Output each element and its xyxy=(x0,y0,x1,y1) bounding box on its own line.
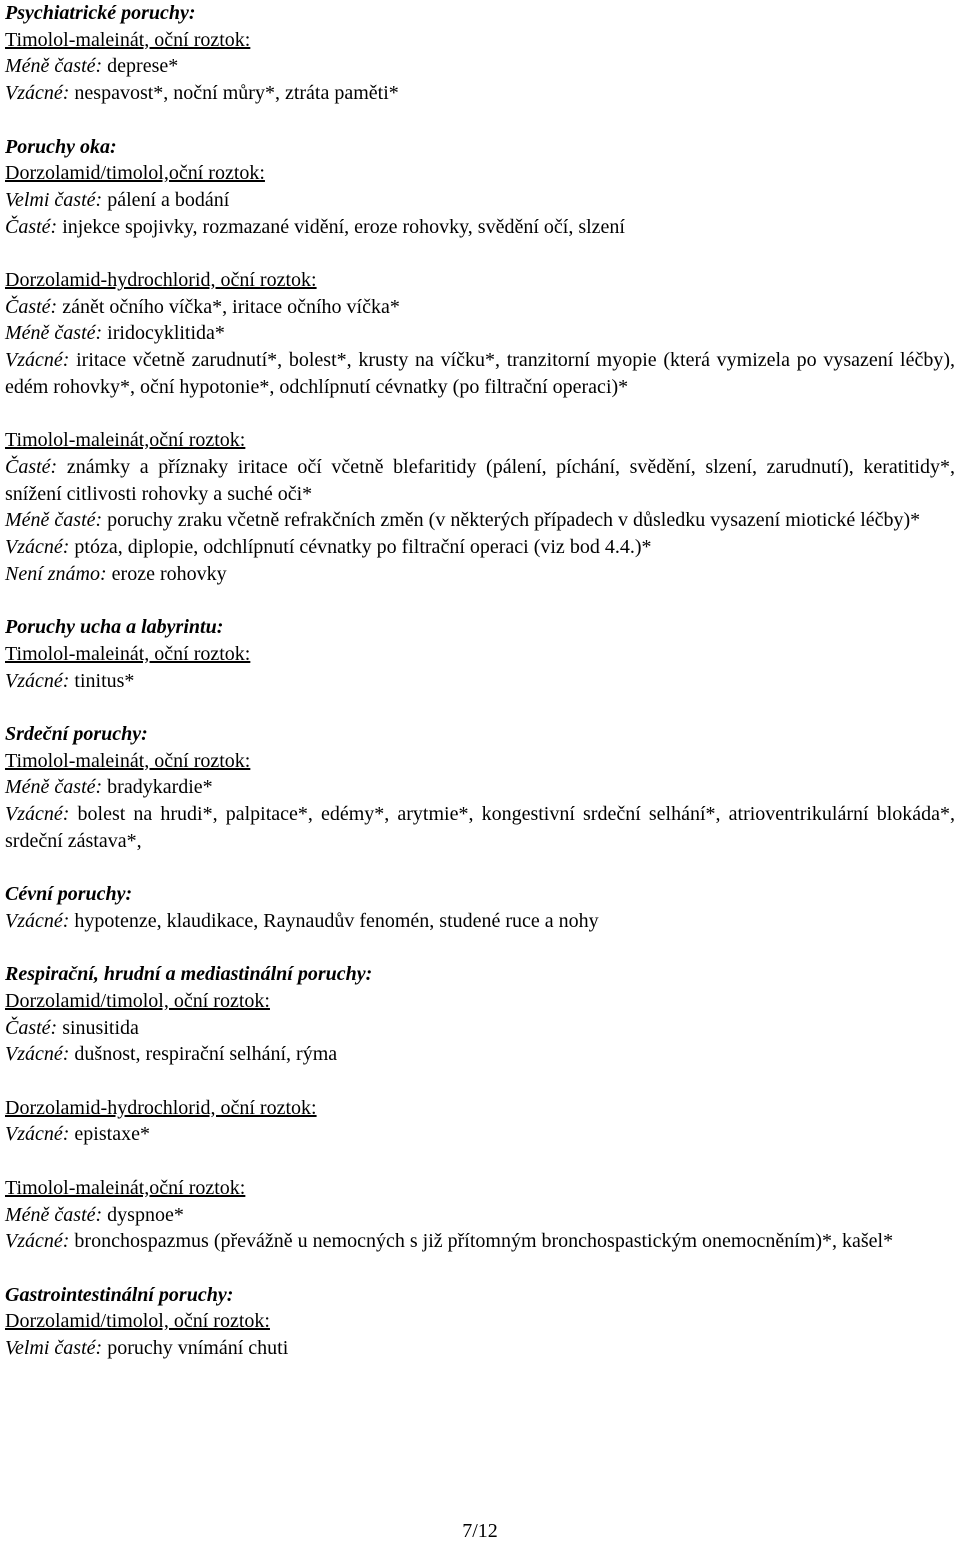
drug-heading: Dorzolamid-hydrochlorid, oční roztok: xyxy=(5,1096,317,1119)
effect-text: poruchy zraku včetně refrakčních změn (v některých případech v důsledku vysazení miotické léčby)* xyxy=(102,509,921,532)
drug-heading: Dorzolamid/timolol,oční roztok: xyxy=(5,162,265,185)
frequency-label: Velmi časté: xyxy=(5,1337,103,1359)
drug-heading: Timolol-maleinát,oční roztok: xyxy=(5,429,246,452)
effect-text: injekce spojivky, rozmazané vidění, eroze rohovky, svědění očí, slzení xyxy=(57,215,625,238)
adverse-effect-entry xyxy=(5,534,955,561)
frequency-label: Vzácné: xyxy=(5,803,70,826)
section-title: Psychiatrické poruchy: xyxy=(5,2,196,24)
frequency-label: Vzácné: xyxy=(5,349,70,372)
effect-text: epistaxe* xyxy=(69,1123,150,1146)
effect-text: poruchy vnímání chuti xyxy=(102,1337,289,1359)
drug-heading: Timolol-maleinát,oční roztok: xyxy=(5,1176,246,1199)
page-number: 7/12 xyxy=(462,1520,498,1542)
spacer xyxy=(5,107,955,134)
frequency-label: Vzácné: xyxy=(5,1230,70,1253)
drug-heading-line xyxy=(5,641,955,668)
frequency-label: Vzácné: xyxy=(5,82,70,105)
adverse-effect-entry xyxy=(5,320,955,347)
drug-heading-line xyxy=(5,1175,955,1202)
adverse-effect-entry xyxy=(5,187,955,214)
drug-heading-line xyxy=(5,988,955,1015)
effect-text: iritace včetně zarudnutí*, bolest*, krusty na víčku*, tranzitorní myopie (která vymizela po vysazení léčby), edém rohovky*, oční hypotonie*, odchlípnutí cévnatky (po filtrační operaci)* xyxy=(5,349,955,398)
drug-heading-line xyxy=(5,27,955,54)
adverse-effect-entry xyxy=(5,774,955,801)
frequency-label: Méně časté: xyxy=(5,55,103,78)
frequency-label: Méně časté: xyxy=(5,322,103,345)
section-title: Respirační, hrudní a mediastinální poruchy: xyxy=(5,963,373,986)
adverse-effect-entry xyxy=(5,347,955,400)
adverse-effect-entry xyxy=(5,1121,955,1148)
effect-text: deprese* xyxy=(102,55,179,78)
adverse-effect-entry xyxy=(5,294,955,321)
spacer xyxy=(5,240,955,267)
adverse-effect-entry xyxy=(5,561,955,588)
drug-heading-line xyxy=(5,748,955,775)
effect-text: bolest na hrudi*, palpitace*, edémy*, arytmie*, kongestivní srdeční selhání*, atrioventrikulární blokáda*, srdeční zástava*, xyxy=(5,803,955,852)
adverse-effect-entry xyxy=(5,1015,955,1042)
effect-text: tinitus* xyxy=(69,669,135,692)
frequency-label: Vzácné: xyxy=(5,1123,70,1146)
drug-heading: Dorzolamid/timolol, oční roztok: xyxy=(5,989,270,1012)
adverse-effect-entry xyxy=(5,801,955,854)
adverse-effect-entry xyxy=(5,668,955,695)
frequency-label: Méně časté: xyxy=(5,776,103,799)
document-body xyxy=(5,0,955,1362)
section-title: Gastrointestinální poruchy: xyxy=(5,1283,234,1306)
drug-heading-line xyxy=(5,1308,955,1335)
frequency-label: Méně časté: xyxy=(5,509,103,532)
effect-text: bradykardie* xyxy=(102,776,213,799)
frequency-label: Vzácné: xyxy=(5,909,70,932)
effect-text: dyspnoe* xyxy=(102,1203,184,1226)
drug-heading: Dorzolamid/timolol, oční roztok: xyxy=(5,1310,270,1333)
spacer xyxy=(5,694,955,721)
adverse-effect-entry xyxy=(5,80,955,107)
frequency-label: Není známo: xyxy=(5,562,107,585)
frequency-label: Časté: xyxy=(5,1016,58,1039)
frequency-label: Časté: xyxy=(5,455,58,478)
drug-heading-line xyxy=(5,160,955,187)
spacer xyxy=(5,935,955,962)
section-title: Poruchy oka: xyxy=(5,135,117,158)
effect-text: zánět očního víčka*, iritace očního víčka* xyxy=(57,295,400,318)
spacer xyxy=(5,587,955,614)
adverse-effect-entry xyxy=(5,908,955,935)
drug-heading-line xyxy=(5,427,955,454)
spacer xyxy=(5,1068,955,1095)
drug-heading-line xyxy=(5,267,955,294)
section-title: Cévní poruchy: xyxy=(5,883,133,906)
adverse-effect-entry xyxy=(5,53,955,80)
effect-text: bronchospazmus (převážně u nemocných s již přítomným bronchospastickým onemocněním)*, kašel* xyxy=(69,1230,894,1253)
frequency-label: Velmi časté: xyxy=(5,188,103,211)
section-title: Poruchy ucha a labyrintu: xyxy=(5,616,224,639)
drug-heading: Timolol-maleinát, oční roztok: xyxy=(5,28,251,51)
adverse-effect-entry xyxy=(5,454,955,507)
adverse-effect-entry xyxy=(5,214,955,241)
effect-text: dušnost, respirační selhání, rýma xyxy=(69,1043,338,1066)
effect-text: sinusitida xyxy=(57,1016,139,1039)
section-title: Srdeční poruchy: xyxy=(5,722,148,745)
spacer xyxy=(5,1255,955,1282)
frequency-label: Vzácné: xyxy=(5,536,70,559)
drug-heading-line xyxy=(5,1095,955,1122)
adverse-effect-entry xyxy=(5,1041,955,1068)
effect-text: hypotenze, klaudikace, Raynaudův fenomén, studené ruce a nohy xyxy=(69,909,599,932)
spacer xyxy=(5,854,955,881)
effect-text: iridocyklitida* xyxy=(102,322,225,345)
effect-text: ptóza, diplopie, odchlípnutí cévnatky po filtrační operaci (viz bod 4.4.)* xyxy=(69,536,652,559)
spacer xyxy=(5,1148,955,1175)
adverse-effect-entry xyxy=(5,507,955,534)
frequency-label: Vzácné: xyxy=(5,669,70,692)
frequency-label: Vzácné: xyxy=(5,1043,70,1066)
adverse-effect-entry xyxy=(5,1228,955,1255)
frequency-label: Časté: xyxy=(5,295,58,318)
frequency-label: Méně časté: xyxy=(5,1203,103,1226)
adverse-effect-entry xyxy=(5,1335,955,1362)
effect-text: známky a příznaky iritace očí včetně blefaritidy (pálení, píchání, svědění, slzení, zarudnutí), keratitidy*, snížení citlivosti rohovky a suché oči* xyxy=(5,455,955,505)
spacer xyxy=(5,401,955,428)
frequency-label: Časté: xyxy=(5,215,58,238)
drug-heading: Timolol-maleinát, oční roztok: xyxy=(5,749,251,772)
effect-text: eroze rohovky xyxy=(106,562,227,585)
adverse-effect-entry xyxy=(5,1202,955,1229)
effect-text: pálení a bodání xyxy=(102,188,230,211)
effect-text: nespavost*, noční můry*, ztráta paměti* xyxy=(69,82,399,105)
drug-heading: Timolol-maleinát, oční roztok: xyxy=(5,642,251,665)
drug-heading: Dorzolamid-hydrochlorid, oční roztok: xyxy=(5,269,317,291)
